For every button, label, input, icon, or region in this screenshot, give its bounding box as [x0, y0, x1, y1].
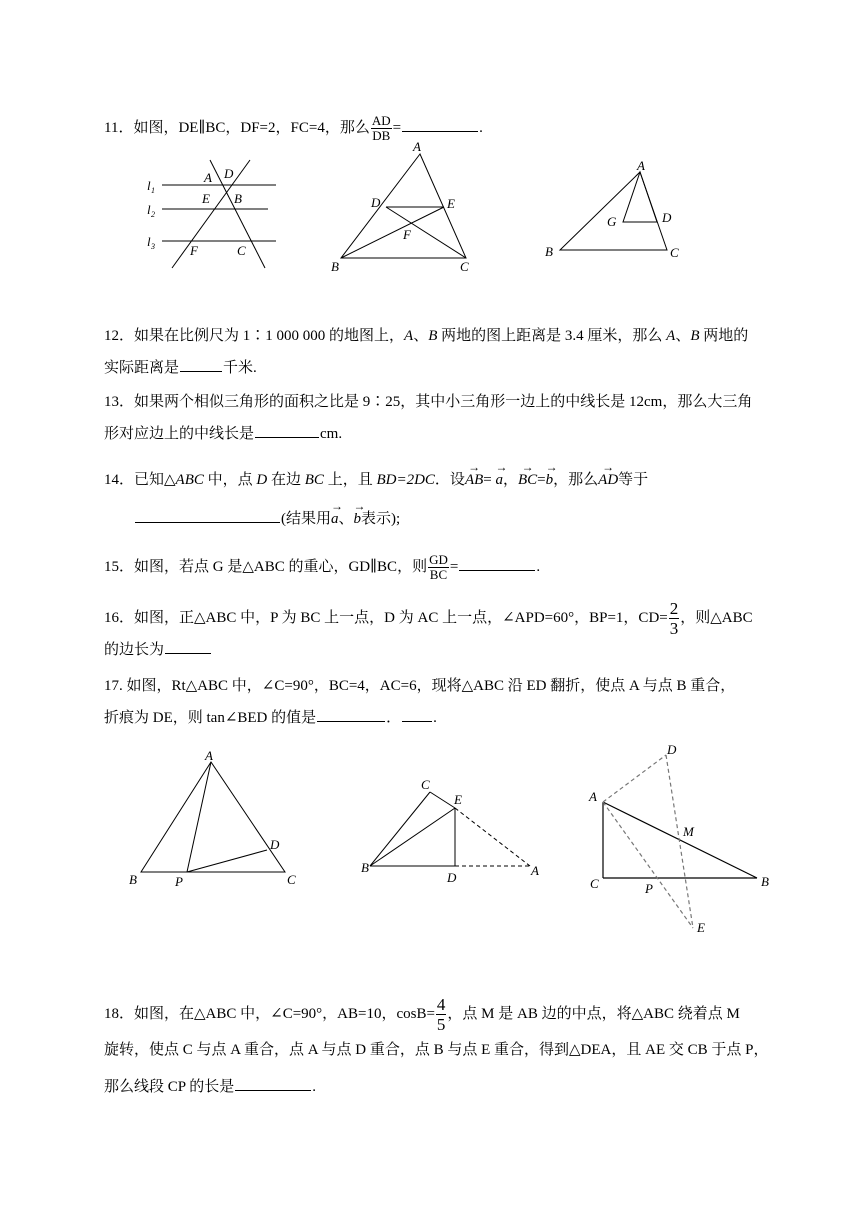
label-a: A: [531, 863, 539, 878]
label-l2: l: [147, 202, 151, 217]
answer-blank[interactable]: [255, 422, 319, 438]
label-d: D: [270, 837, 280, 852]
label-c: C: [287, 872, 296, 887]
answer-blank[interactable]: [317, 706, 385, 722]
label-b: B: [234, 191, 242, 206]
answer-blank[interactable]: [135, 507, 280, 523]
label-c: C: [670, 245, 679, 260]
svg-text:3: 3: [151, 242, 155, 251]
question-14-line-1: 14．已知△ABC 中，点 D 在边 BC 上，且 BD=2DC．设→ AB= → a，→ BC=→ b，那么→ AD等于: [104, 470, 648, 490]
label-f: F: [403, 227, 411, 242]
question-14-line-2: (结果用→ a、→ b表示);: [134, 507, 400, 529]
question-18-line-1: 18．如图，在△ABC 中，∠C=90°，AB=10，cosB= $\frac{4}{5}$ ，点 M 是 AB 边的中点，将△ABC 绕着点 M: [104, 995, 740, 1034]
figure-equilateral-triangle: [125, 742, 310, 892]
fraction-two-thirds: $\frac{2}{3}$: [669, 599, 679, 638]
figure-parallel-lines: [140, 155, 290, 275]
label-d: D: [447, 870, 457, 885]
answer-blank[interactable]: [235, 1075, 311, 1091]
label-p: P: [175, 874, 183, 889]
label-e: E: [454, 792, 462, 807]
label-c: C: [590, 876, 599, 891]
label-l1: l: [147, 178, 151, 193]
answer-blank-2[interactable]: [402, 706, 432, 722]
label-e: E: [447, 196, 455, 211]
question-17-line-2: 折痕为 DE，则 tan∠BED 的值是 ． .: [104, 706, 437, 728]
label-a: A: [205, 748, 213, 763]
label-c: C: [421, 777, 430, 792]
answer-blank[interactable]: [165, 638, 211, 654]
label-c: C: [460, 259, 469, 274]
label-b: B: [545, 244, 553, 259]
answer-blank[interactable]: [180, 356, 222, 372]
label-l3: l: [147, 234, 151, 249]
label-b: B: [761, 874, 769, 889]
label-d: D: [224, 166, 234, 181]
question-16-line-2: 的边长为: [104, 638, 212, 660]
label-d: D: [667, 742, 677, 757]
label-d: D: [371, 195, 381, 210]
label-c: C: [237, 243, 246, 258]
question-16-line-1: 16．如图，正△ABC 中，P 为 BC 上一点，D 为 AC 上一点，∠APD=60°，BP=1，CD= $\frac{2}{3}$ ，则△ABC: [104, 599, 753, 638]
label-p: P: [645, 881, 653, 896]
label-a: A: [413, 139, 421, 154]
question-15: 15．如图，若点 G 是△ABC 的重心，GD∥BC，则 $\frac{GD}{BC}$ = .: [104, 552, 541, 582]
label-e: E: [697, 920, 705, 935]
label-a: A: [637, 158, 645, 173]
label-b: B: [129, 872, 137, 887]
figure-folded-right-triangle: [355, 770, 550, 885]
label-m: M: [683, 824, 694, 839]
label-f: F: [190, 243, 198, 258]
figure-rotation-triangle: [585, 738, 780, 938]
question-12-line-2: 实际距离是 千米.: [104, 356, 257, 378]
figure-triangle-de-bc: [325, 138, 485, 278]
question-17-line-1: 17. 如图，Rt△ABC 中，∠C=90°，BC=4，AC=6，现将△ABC 沿 ED 翻折，使点 A 与点 B 重合，: [104, 678, 736, 694]
label-a: A: [589, 789, 597, 804]
answer-blank[interactable]: [459, 555, 535, 571]
label-a: A: [204, 170, 212, 185]
ratio-ad-db: $\frac{AD}{DB}$: [371, 113, 391, 143]
figure-centroid-triangle: [540, 155, 690, 265]
label-g: G: [607, 214, 617, 229]
question-18-line-3: 那么线段 CP 的长是 .: [104, 1075, 316, 1097]
question-13-line-1: 13．如果两个相似三角形的面积之比是 9∶25，其中小三角形一边上的中线长是 12cm，那么大三角: [104, 394, 753, 410]
fraction-four-fifths: $\frac{4}{5}$: [436, 995, 446, 1034]
question-12-line-1: 12．如果在比例尺为 1∶1 000 000 的地图上，A、B 两地的图上距离是 3.4 厘米，那么 A、B 两地的: [104, 328, 749, 344]
label-e: E: [202, 191, 210, 206]
svg-text:1: 1: [151, 186, 155, 195]
label-d: D: [662, 210, 672, 225]
ratio-gd-bc: $\frac{GD}{BC}$: [429, 552, 448, 582]
question-11: 11．如图，DE∥BC，DF=2，FC=4，那么 $\frac{AD}{DB}$ = .: [104, 113, 483, 143]
label-b: B: [331, 259, 339, 274]
label-b: B: [361, 860, 369, 875]
question-13-line-2: 形对应边上的中线长是 cm.: [104, 422, 342, 444]
question-18-line-2: 旋转，使点 C 与点 A 重合，点 A 与点 D 重合，点 B 与点 E 重合，得到△DEA，且 AE 交 CB 于点 P，: [104, 1042, 769, 1058]
answer-blank[interactable]: [402, 116, 478, 132]
svg-text:2: 2: [151, 210, 155, 219]
